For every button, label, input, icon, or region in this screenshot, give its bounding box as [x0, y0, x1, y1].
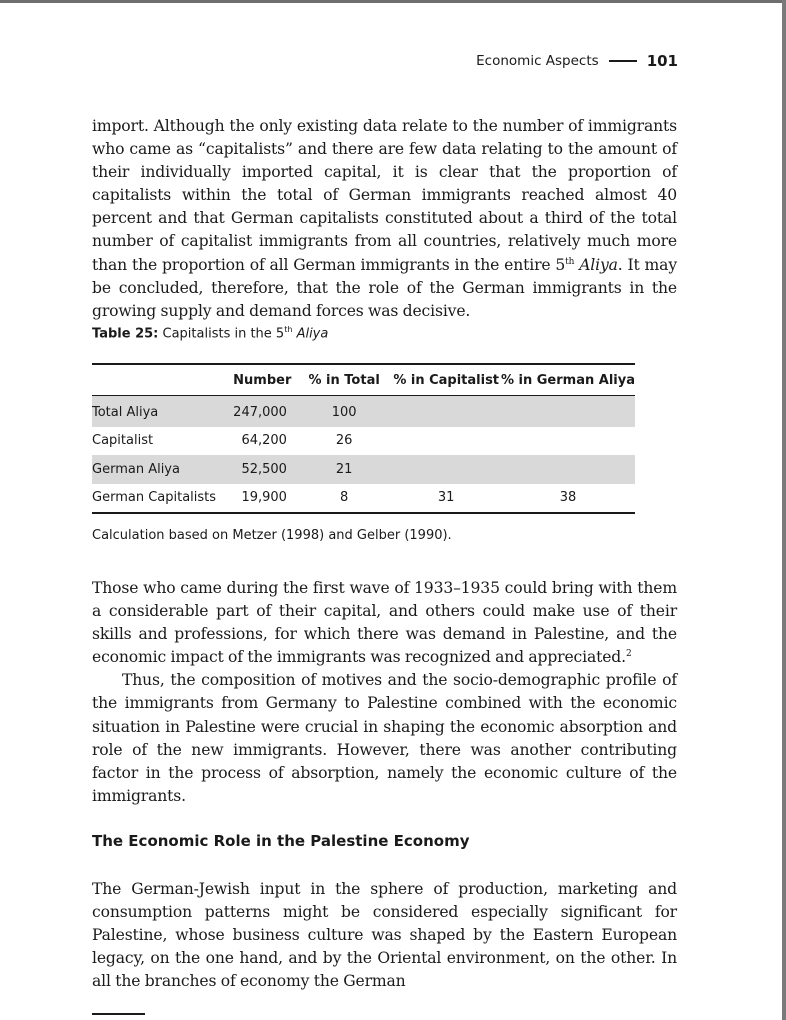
- table-header-row: [92, 364, 635, 396]
- number-cell: 64,200: [241, 433, 287, 449]
- pct-total-cell: 26: [335, 433, 353, 449]
- paragraph-1-text: import. Although the only existing data relate to the number of immigrants who came as “capitalists” and there are few data relating to the amount of their individually imported capital, it is clear that the proportion of capitalists within the total of German immigrants reached almost 40 percent and that German capitalists constituted about a third of the total number of capitalist immigrants from all countries, relatively much more than the proportion of all German immigrants in the entire 5: [92, 117, 677, 274]
- number-cell: 52,500: [228, 455, 297, 484]
- running-head: [476, 52, 678, 70]
- paragraph-1-text-end: . It may be concluded, therefore, that the role of the German immigrants in the growing supply and demand forces was decisive.: [92, 255, 677, 320]
- table-source-note: Calculation based on Metzer (1998) and Gelber (1990).: [92, 528, 452, 543]
- pct-capitalist-cell: [391, 396, 501, 427]
- row-label: German Capitalists: [92, 490, 217, 506]
- pct-german-cell: [501, 396, 635, 427]
- footnote-reference: 2: [625, 649, 632, 660]
- row-label: Capitalist: [92, 433, 154, 449]
- table-caption-italic: Aliya: [296, 326, 329, 342]
- pct-german-cell: [501, 455, 635, 484]
- table-header-cell: % in Total: [308, 372, 380, 388]
- pct-german-cell: 38: [559, 490, 577, 506]
- table-caption-text: Capitalists in the 5: [162, 326, 285, 342]
- paragraph-2-block: [92, 577, 677, 808]
- pct-total-cell: 100: [297, 396, 391, 427]
- paragraph-2: [92, 577, 677, 669]
- section-heading: The Economic Role in the Palestine Economy: [92, 832, 470, 850]
- table-caption-label: Table 25:: [92, 326, 159, 342]
- pct-capitalist-cell: [391, 427, 501, 456]
- table-row: [92, 455, 635, 484]
- row-label: Total Aliya: [92, 396, 228, 427]
- paragraph-1: [92, 115, 677, 323]
- number-cell: 247,000: [228, 396, 297, 427]
- running-head-title: Economic Aspects: [476, 53, 599, 69]
- page-number: 101: [646, 52, 678, 70]
- page-frame-right: [782, 0, 786, 1020]
- footnote-separator: [92, 1013, 145, 1015]
- pct-capitalist-cell: [391, 455, 501, 484]
- running-head-rule: [609, 60, 637, 62]
- paragraph-4: The German-Jewish input in the sphere of production, marketing and consumption patterns might be considered especially significant for Palestine, whose business culture was shaped by the Eastern European legacy, on the one hand, and by the Oriental environment, on the other. In all the branches of economy the German: [92, 880, 677, 991]
- table-caption: [92, 325, 328, 341]
- table-row: [92, 396, 635, 427]
- table-header-cell: Number: [233, 372, 292, 388]
- row-label: German Aliya: [92, 455, 228, 484]
- table-row: [92, 484, 635, 514]
- pct-total-cell: 21: [297, 455, 391, 484]
- paragraph-3: Thus, the composition of motives and the socio-demographic profile of the immigrants from Germany to Palestine combined with the economic situation in Palestine were crucial in shaping the economic absorption and role of the new immigrants. However, there was another contributing factor in the process of absorption, namely the economic culture of the immigrants.: [92, 671, 677, 805]
- paragraph-2-text: Those who came during the first wave of 1933–1935 could bring with them a considerable part of their capital, and others could make use of their skills and professions, for which there was demand in Palestine, and the economic impact of the immigrants was recognized and appreciated.: [92, 579, 677, 667]
- table-header-cell: % in Capitalist: [393, 372, 500, 388]
- table-caption-superscript: th: [284, 325, 293, 334]
- paragraph-1-superscript: th: [565, 256, 575, 267]
- number-cell: 19,900: [241, 490, 287, 506]
- pct-capitalist-cell: 31: [437, 490, 455, 506]
- capitalists-table: [92, 363, 635, 514]
- paragraph-1-italic: Aliya: [579, 255, 618, 274]
- table-header-cell: [92, 364, 228, 396]
- table-row: [92, 427, 635, 456]
- page-frame-top: [0, 0, 786, 3]
- pct-german-cell: [501, 427, 635, 456]
- pct-total-cell: 8: [340, 490, 349, 506]
- table-header-cell: % in German Aliya: [500, 372, 635, 388]
